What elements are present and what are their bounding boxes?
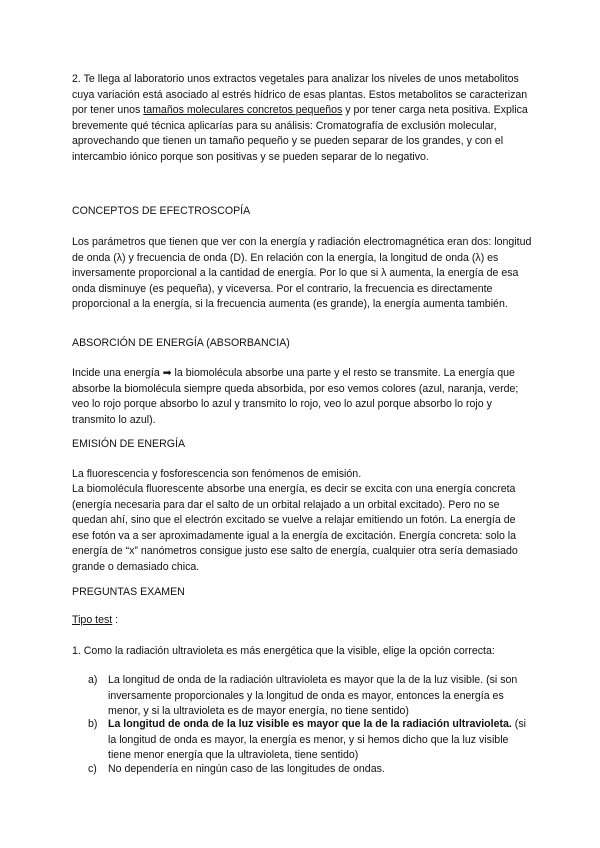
question-2-paragraph	[72, 72, 534, 166]
option-letter: b)	[88, 718, 98, 730]
correct-answer-text: La longitud de onda de la luz visible es mayor que la de la radiación ultravioleta.	[108, 718, 512, 730]
emision-line-1: La fluorescencia y fosforescencia son fenómenos de emisión.	[72, 468, 362, 480]
tipo-test-label: Tipo test	[72, 614, 113, 626]
emision-paragraph: La biomolécula fluorescente absorbe una energía, es decir se excita con una energía concreta (energía necesaria para dar el salto de un orbital relajado a un orbital excitado). Pero no se quedan ahí, sino que el electrón excitado se vuelve a relajar emitiendo un fotón. La energía de ese fotón va a ser aproximadamente igual a la energía de excitación. Energía concreta: solo la energía de “x” nanómetros consigue justo ese salto de energía, cualquier otra sería demasiado grande o demasiado chica.	[72, 483, 518, 573]
option-text-wrapper	[108, 717, 534, 764]
emision-heading: EMISIÓN DE ENERGÍA	[72, 438, 186, 450]
question-2-text-b: y por tener carga neta positiva. Explica brevemente qué técnica aplicarías para su análisis: Cromatografía de exclusión molecular, aprovechando que tienen un tamaño pequeño y se pueden separar de los grandes, y con el intercambio iónico porque son positivas y se pueden separar de lo negativo.	[72, 104, 528, 163]
espectroscopia-paragraph: Los parámetros que tienen que ver con la energía y radiación electromagnética eran dos: longitud de onda (λ) y frecuencia de onda (D). En relación con la energía, la longitud de onda (λ) es inversamente proporcional a la cantidad de energía. Por lo que si λ aumenta, la energía de esa onda disminuye (es pequeña), y viceversa. Por el contrario, la frecuencia es directamente proporcional a la energía, si la frecuencia aumenta (es grande), la energía aumenta también.	[72, 236, 532, 311]
option-letter: c)	[88, 763, 97, 775]
absorcion-heading: ABSORCIÓN DE ENERGÍA (ABSORBANCIA)	[72, 337, 290, 349]
examen-heading: PREGUNTAS EXAMEN	[72, 586, 185, 598]
question-2-underlined-phrase: tamaños moleculares concretos pequeños	[143, 104, 343, 117]
option-text: No dependería en ningún caso de las longitudes de ondas.	[108, 763, 385, 775]
espectroscopia-heading: CONCEPTOS DE EFECTROSCOPÍA	[72, 205, 251, 217]
option-letter: a)	[88, 674, 98, 686]
tipo-test-suffix: :	[112, 614, 119, 626]
exam-question-1: 1. Como la radiación ultravioleta es más energética que la visible, elige la opción correcta:	[72, 645, 495, 657]
tipo-test-label-line	[72, 613, 534, 629]
option-explanation: (si la longitud de onda es mayor, la energía es menor, y si hemos dicho que la luz visible tiene menor energía que la ultravioleta, tiene sentido)	[108, 718, 526, 762]
absorcion-paragraph: Incide una energía ➡ la biomolécula absorbe una parte y el resto se transmite. La energía que absorbe la biomolécula siempre queda absorbida, por eso vemos colores (azul, naranja, verde; veo lo rojo porque absorbo lo azul y transmito lo rojo, veo lo azul porque absorbo lo rojo y transmito lo azul).	[72, 367, 519, 426]
option-text: La longitud de onda de la radiación ultravioleta es mayor que la de la luz visible. (si son inversamente proporcionales y la longitud de onda es mayor, entonces la energía es menor, y si la ultravioleta es de mayor energía, no tiene sentido)	[108, 674, 518, 718]
question-2-text-a: 2. Te llega al laboratorio unos extractos vegetales para analizar los niveles de unos metabolitos cuya variación está asociado al estrés hídrico de esas plantas. Estos metabolitos se caracterizan por tener unos	[72, 73, 528, 117]
